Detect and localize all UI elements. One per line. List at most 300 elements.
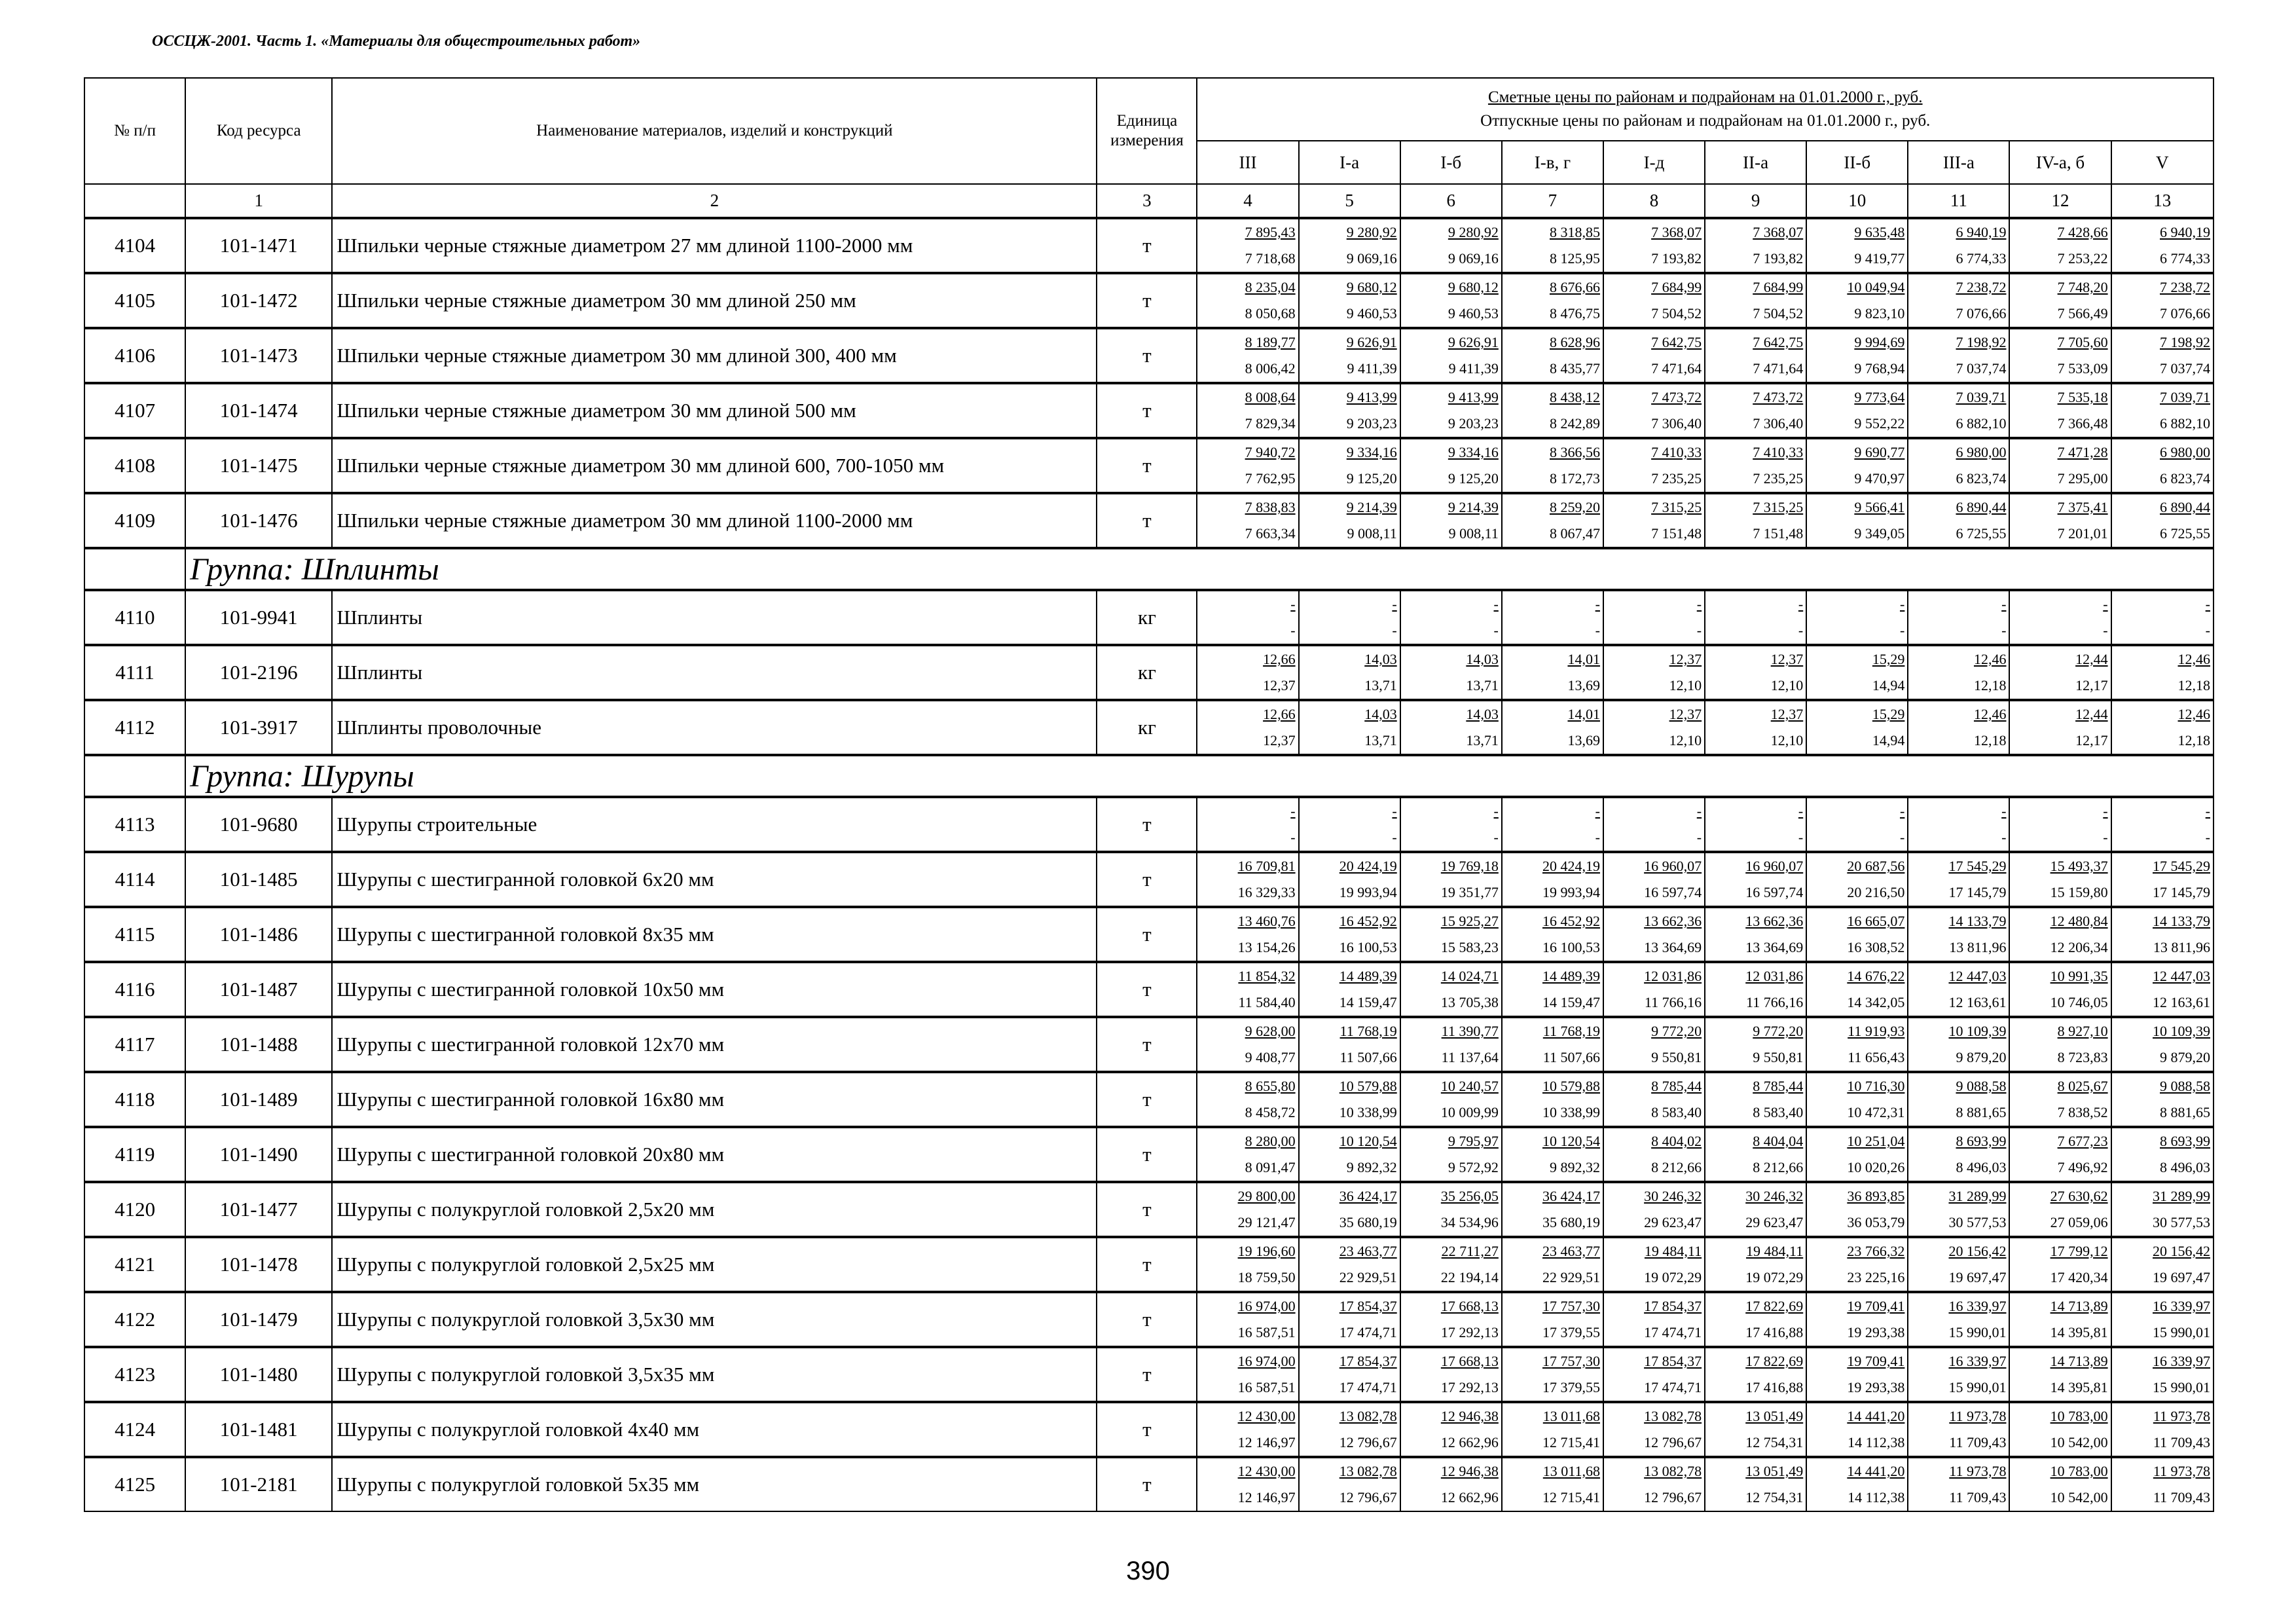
estimate-price: 14,03 [1466, 706, 1499, 722]
estimate-price: 11 919,93 [1848, 1023, 1905, 1039]
price-cell [1908, 700, 2009, 755]
group-spacer [84, 548, 185, 590]
release-price: - [1696, 829, 1702, 845]
estimate-price: 27 630,62 [2050, 1188, 2108, 1204]
region-header: I-б [1400, 141, 1502, 184]
release-price: 15 583,23 [1440, 939, 1499, 955]
price-cell [1806, 1017, 1908, 1072]
price-cell [2111, 273, 2214, 328]
region-header: II-а [1705, 141, 1806, 184]
release-price: - [1493, 829, 1499, 845]
release-price: 7 037,74 [1956, 360, 2007, 377]
estimate-price: 16 339,97 [2153, 1353, 2210, 1369]
estimate-price: 17 545,29 [2153, 858, 2210, 874]
release-price: 12,37 [1263, 732, 1296, 748]
price-cell [1299, 1127, 1400, 1182]
release-price: 7 566,49 [2057, 305, 2108, 322]
price-cell [1603, 218, 1705, 273]
release-price: 7 663,34 [1245, 525, 1296, 542]
item-name: Шпильки черные стяжные диаметром 30 мм длиной 500 мм [332, 383, 1097, 438]
estimate-price: 9 280,92 [1448, 224, 1499, 240]
estimate-price: 8 318,85 [1549, 224, 1600, 240]
release-price: - [1290, 829, 1296, 845]
item-name: Шплинты [332, 590, 1097, 645]
release-price: 13 154,26 [1237, 939, 1296, 955]
estimate-price: 17 854,37 [1644, 1353, 1702, 1369]
estimate-price: 9 413,99 [1448, 389, 1499, 405]
item-name: Шурупы строительные [332, 797, 1097, 852]
price-cell [1502, 1237, 1603, 1292]
estimate-price: 12,44 [2075, 651, 2108, 667]
release-price: 7 076,66 [2160, 305, 2210, 322]
estimate-price: 12 946,38 [1440, 1463, 1499, 1479]
release-price: - [1595, 622, 1600, 638]
estimate-price: 9 772,20 [1753, 1023, 1804, 1039]
price-cell [1705, 1127, 1806, 1182]
estimate-price: 6 890,44 [1956, 499, 2007, 515]
estimate-price: 9 635,48 [1854, 224, 1905, 240]
estimate-price: 19 484,11 [1746, 1243, 1804, 1259]
release-price: 11 709,43 [2153, 1434, 2210, 1450]
release-price: 7 366,48 [2057, 415, 2108, 432]
estimate-price: 7 368,07 [1651, 224, 1702, 240]
price-cell [1806, 438, 1908, 493]
table-row [84, 590, 2214, 645]
price-cell [1705, 1347, 1806, 1402]
estimate-price: 14,03 [1364, 651, 1397, 667]
estimate-price: 17 757,30 [1542, 1353, 1600, 1369]
resource-code: 101-1486 [185, 907, 332, 962]
release-price: 17 379,55 [1542, 1379, 1600, 1395]
estimate-price: 11 768,19 [1542, 1023, 1600, 1039]
unit-of-measure: т [1097, 907, 1197, 962]
release-price: - [2001, 829, 2007, 845]
price-cell [1705, 852, 1806, 907]
release-price: 12 163,61 [1948, 994, 2007, 1010]
item-name: Шурупы с шестигранной головкой 8х35 мм [332, 907, 1097, 962]
price-cell [1705, 590, 1806, 645]
release-price: 12,18 [1973, 677, 2007, 693]
estimate-price: 8 025,67 [2057, 1078, 2108, 1094]
release-price: 11 709,43 [1949, 1434, 2007, 1450]
release-price: 9 349,05 [1854, 525, 1905, 542]
estimate-price: 16 709,81 [1237, 858, 1296, 874]
release-price: - [2205, 622, 2210, 638]
estimate-price: 14 676,22 [1847, 968, 1905, 984]
price-cell [2111, 438, 2214, 493]
release-price: 29 623,47 [1644, 1214, 1702, 1230]
release-price: 8 583,40 [1753, 1104, 1804, 1120]
price-cell [1400, 590, 1502, 645]
item-number: 4120 [84, 1182, 185, 1237]
price-cell [2009, 1292, 2111, 1347]
release-price: 13,69 [1567, 677, 1600, 693]
price-cell [1400, 1292, 1502, 1347]
price-cell [1806, 1402, 1908, 1457]
price-cell [1197, 273, 1298, 328]
estimate-price: - [2103, 596, 2108, 612]
price-cell [1908, 1292, 2009, 1347]
item-number: 4115 [84, 907, 185, 962]
estimate-price: - [1900, 596, 1905, 612]
release-price: 17 292,13 [1440, 1379, 1499, 1395]
price-cell [1908, 590, 2009, 645]
estimate-price: 11 973,78 [1949, 1463, 2007, 1479]
price-cell [1908, 1072, 2009, 1127]
estimate-price: 13 082,78 [1339, 1463, 1397, 1479]
price-cell [1806, 328, 1908, 383]
estimate-price: 7 642,75 [1753, 334, 1804, 350]
table-row [84, 1347, 2214, 1402]
price-cell [2111, 383, 2214, 438]
release-price: 17 474,71 [1339, 1324, 1397, 1340]
release-price: 7 306,40 [1753, 415, 1804, 432]
item-number: 4104 [84, 218, 185, 273]
resource-code: 101-1485 [185, 852, 332, 907]
release-price: 17 379,55 [1542, 1324, 1600, 1340]
item-name: Шурупы с полукруглой головкой 2,5х25 мм [332, 1237, 1097, 1292]
release-price: 6 882,10 [2160, 415, 2210, 432]
price-cell [1908, 1457, 2009, 1511]
release-price: 7 533,09 [2057, 360, 2108, 377]
estimate-price: 19 769,18 [1440, 858, 1499, 874]
release-price: 17 474,71 [1339, 1379, 1397, 1395]
estimate-price: 12 430,00 [1237, 1463, 1296, 1479]
release-price: 14 159,47 [1339, 994, 1397, 1010]
table-row [84, 1292, 2214, 1347]
price-cell [1806, 700, 1908, 755]
release-price: 9 460,53 [1346, 305, 1397, 322]
estimate-price: - [1290, 803, 1296, 819]
price-cell [1603, 962, 1705, 1017]
estimate-price: 13 011,68 [1542, 1463, 1600, 1479]
price-cell [1908, 328, 2009, 383]
release-price: 14 342,05 [1847, 994, 1905, 1010]
resource-code: 101-1480 [185, 1347, 332, 1402]
release-price: 12,17 [2075, 732, 2108, 748]
release-price: 19 351,77 [1440, 884, 1499, 900]
resource-code: 101-1479 [185, 1292, 332, 1347]
item-name: Шурупы с полукруглой головкой 5х35 мм [332, 1457, 1097, 1511]
resource-code: 101-1490 [185, 1127, 332, 1182]
release-price: 6 774,33 [2160, 250, 2210, 267]
release-price: 11 584,40 [1238, 994, 1296, 1010]
release-price: 9 419,77 [1854, 250, 1905, 267]
release-price: 10 338,99 [1542, 1104, 1600, 1120]
release-price: 12 662,96 [1440, 1434, 1499, 1450]
price-cell [1603, 590, 1705, 645]
release-price: 9 823,10 [1854, 305, 1905, 322]
price-cell [2111, 1402, 2214, 1457]
estimate-price: 16 960,07 [1745, 858, 1804, 874]
column-number: 8 [1603, 184, 1705, 218]
price-cell [1502, 1402, 1603, 1457]
price-cell [1806, 590, 1908, 645]
group-row [84, 548, 2214, 590]
column-number: 3 [1097, 184, 1197, 218]
estimate-price: 8 189,77 [1245, 334, 1296, 350]
unit-of-measure: т [1097, 1072, 1197, 1127]
price-cell [1400, 852, 1502, 907]
release-price: 12,10 [1669, 677, 1702, 693]
estimate-price: 12 447,03 [2153, 968, 2210, 984]
release-price: 8 458,72 [1245, 1104, 1296, 1120]
release-price: 13,71 [1364, 732, 1397, 748]
release-price: 9 892,32 [1549, 1159, 1600, 1175]
estimate-price: 10 240,57 [1440, 1078, 1499, 1094]
release-price: 12,10 [1669, 732, 1702, 748]
estimate-price: 20 424,19 [1339, 858, 1397, 874]
price-cell [1299, 1292, 1400, 1347]
estimate-price: 7 473,72 [1651, 389, 1702, 405]
estimate-price: 12,37 [1669, 651, 1702, 667]
unit-of-measure: т [1097, 1292, 1197, 1347]
column-number: 9 [1705, 184, 1806, 218]
release-price: 13 705,38 [1440, 994, 1499, 1010]
release-price: 14 395,81 [2050, 1379, 2108, 1395]
estimate-price: 13 662,36 [1745, 913, 1804, 929]
table-row [84, 1017, 2214, 1072]
estimate-price: 10 049,94 [1847, 279, 1905, 295]
price-cell [1197, 1347, 1298, 1402]
price-cell [1400, 1457, 1502, 1511]
release-price: 8 242,89 [1549, 415, 1600, 432]
price-cell [1806, 1127, 1908, 1182]
price-cell [1603, 700, 1705, 755]
price-cell [1299, 1457, 1400, 1511]
price-cell [1603, 1127, 1705, 1182]
price-cell [2009, 852, 2111, 907]
release-price: 9 768,94 [1854, 360, 1905, 377]
release-price: 8 212,66 [1753, 1159, 1804, 1175]
price-cell [1603, 1292, 1705, 1347]
price-cell [1197, 1017, 1298, 1072]
unit-of-measure: кг [1097, 645, 1197, 700]
unit-of-measure: т [1097, 218, 1197, 273]
release-price: 9 879,20 [2160, 1049, 2210, 1065]
release-price: 7 193,82 [1753, 250, 1804, 267]
estimate-price: 7 428,66 [2057, 224, 2108, 240]
estimate-price: 16 339,97 [1948, 1353, 2007, 1369]
release-price: 15 159,80 [2050, 884, 2108, 900]
estimate-price: 20 687,56 [1847, 858, 1905, 874]
estimate-price: 13 011,68 [1542, 1408, 1600, 1424]
estimate-price: 17 822,69 [1745, 1298, 1804, 1314]
release-price: 12,10 [1770, 677, 1804, 693]
price-cell [1197, 645, 1298, 700]
release-price: 7 151,48 [1753, 525, 1804, 542]
estimate-price: 12,46 [2178, 651, 2210, 667]
price-cell [1502, 797, 1603, 852]
price-cell [2111, 645, 2214, 700]
item-name: Шурупы с полукруглой головкой 4х40 мм [332, 1402, 1097, 1457]
resource-code: 101-1473 [185, 328, 332, 383]
estimate-price: 9 690,77 [1854, 444, 1905, 460]
estimate-price: 9 795,97 [1448, 1133, 1499, 1149]
release-price: 19 697,47 [1948, 1269, 2007, 1285]
release-price: 13 811,96 [2153, 939, 2210, 955]
table-row [84, 1182, 2214, 1237]
item-name: Шурупы с шестигранной головкой 6х20 мм [332, 852, 1097, 907]
price-cell [2111, 1237, 2214, 1292]
price-cell [1705, 1072, 1806, 1127]
estimate-price: 19 709,41 [1847, 1298, 1905, 1314]
price-cell [2009, 328, 2111, 383]
price-cell [2111, 1292, 2214, 1347]
unit-of-measure: т [1097, 328, 1197, 383]
release-price: 9 008,11 [1448, 525, 1499, 542]
estimate-price: 10 579,88 [1542, 1078, 1600, 1094]
estimate-price: 12 031,86 [1745, 968, 1804, 984]
release-price: 12 796,67 [1339, 1489, 1397, 1505]
estimate-price: 19 196,60 [1237, 1243, 1296, 1259]
price-cell [2009, 1182, 2111, 1237]
release-price: 9 470,97 [1854, 470, 1905, 487]
price-cell [1400, 438, 1502, 493]
release-price: 15 990,01 [1948, 1379, 2007, 1395]
release-price: 7 471,64 [1651, 360, 1702, 377]
col-header-prices [1197, 78, 2214, 141]
unit-of-measure: т [1097, 1347, 1197, 1402]
release-price: 18 759,50 [1237, 1269, 1296, 1285]
estimate-price: 13 051,49 [1745, 1463, 1804, 1479]
price-cell [1400, 797, 1502, 852]
release-price: - [2103, 829, 2108, 845]
release-price: 9 879,20 [1956, 1049, 2007, 1065]
estimate-price: 8 927,10 [2057, 1023, 2108, 1039]
item-number: 4116 [84, 962, 185, 1017]
estimate-price: 14 489,39 [1542, 968, 1600, 984]
estimate-price: 15 925,27 [1440, 913, 1499, 929]
resource-code: 101-1481 [185, 1402, 332, 1457]
release-price: 12 163,61 [2153, 994, 2210, 1010]
column-number: 11 [1908, 184, 2009, 218]
price-cell [1603, 1402, 1705, 1457]
price-cell [2111, 1347, 2214, 1402]
estimate-price: 9 772,20 [1651, 1023, 1702, 1039]
estimate-price: 14 441,20 [1847, 1463, 1905, 1479]
price-cell [1299, 273, 1400, 328]
item-number: 4118 [84, 1072, 185, 1127]
price-cell [1705, 493, 1806, 548]
estimate-price: 17 822,69 [1745, 1353, 1804, 1369]
item-name: Шурупы с полукруглой головкой 3,5х30 мм [332, 1292, 1097, 1347]
release-price: 9 460,53 [1448, 305, 1499, 322]
resource-code: 101-9941 [185, 590, 332, 645]
price-cell [1908, 1402, 2009, 1457]
estimate-price: 7 471,28 [2057, 444, 2108, 460]
price-cell [1197, 962, 1298, 1017]
estimate-price: 9 280,92 [1346, 224, 1397, 240]
price-cell [1197, 218, 1298, 273]
release-price: - [1696, 622, 1702, 638]
price-cell [1603, 438, 1705, 493]
release-price: 13,69 [1567, 732, 1600, 748]
table-row [84, 645, 2214, 700]
region-header: I-в, г [1502, 141, 1603, 184]
price-cell [1603, 328, 1705, 383]
table-row [84, 700, 2214, 755]
estimate-price: 6 940,19 [2160, 224, 2210, 240]
estimate-price: 17 545,29 [1948, 858, 2007, 874]
price-cell [1502, 218, 1603, 273]
price-cell [2009, 1347, 2111, 1402]
price-cell [2009, 1127, 2111, 1182]
price-cell [1603, 1237, 1705, 1292]
estimate-price: 12,46 [2178, 706, 2210, 722]
estimate-price: 10 251,04 [1847, 1133, 1905, 1149]
price-cell [1705, 1182, 1806, 1237]
price-cell [1603, 1182, 1705, 1237]
estimate-price: 36 424,17 [1339, 1188, 1397, 1204]
resource-code: 101-1475 [185, 438, 332, 493]
price-cell [1197, 328, 1298, 383]
release-price: - [1493, 622, 1499, 638]
release-price: 8 496,03 [1956, 1159, 2007, 1175]
price-cell [1806, 962, 1908, 1017]
release-price: 15 990,01 [2153, 1324, 2210, 1340]
release-price: 8 212,66 [1651, 1159, 1702, 1175]
release-price: 17 145,79 [2153, 884, 2210, 900]
release-price: 12 796,67 [1644, 1434, 1702, 1450]
release-price: 7 201,01 [2057, 525, 2108, 542]
price-cell [1197, 852, 1298, 907]
price-cell [1400, 218, 1502, 273]
price-cell [1705, 218, 1806, 273]
release-price: 10 472,31 [1847, 1104, 1905, 1120]
release-price: 12,18 [2178, 732, 2210, 748]
release-price: 7 829,34 [1245, 415, 1296, 432]
estimate-price: 8 785,44 [1753, 1078, 1804, 1094]
resource-code: 101-2181 [185, 1457, 332, 1511]
price-cell [1197, 438, 1298, 493]
price-cell [1400, 700, 1502, 755]
release-price: 12 754,31 [1745, 1489, 1804, 1505]
table-row [84, 493, 2214, 548]
unit-of-measure: т [1097, 1237, 1197, 1292]
estimate-price: 11 973,78 [1949, 1408, 2007, 1424]
release-price: 16 308,52 [1847, 939, 1905, 955]
price-cell [1603, 383, 1705, 438]
release-price: 8 172,73 [1549, 470, 1600, 487]
column-number: 4 [1197, 184, 1298, 218]
estimate-price: 20 156,42 [1948, 1243, 2007, 1259]
release-price: 17 474,71 [1644, 1379, 1702, 1395]
estimate-price: 13 082,78 [1644, 1408, 1702, 1424]
col-header-code: Код ресурса [185, 78, 332, 184]
estimate-price: 23 463,77 [1542, 1243, 1600, 1259]
price-cell [1603, 645, 1705, 700]
estimate-price: 10 109,39 [1948, 1023, 2007, 1039]
item-number: 4125 [84, 1457, 185, 1511]
estimate-price: - [2205, 596, 2210, 612]
item-number: 4113 [84, 797, 185, 852]
price-cell [1502, 645, 1603, 700]
table-row [84, 328, 2214, 383]
unit-of-measure: т [1097, 493, 1197, 548]
estimate-price: 22 711,27 [1441, 1243, 1499, 1259]
estimate-price: 8 438,12 [1549, 389, 1600, 405]
unit-of-measure: т [1097, 1457, 1197, 1511]
release-price: 19 993,94 [1339, 884, 1397, 900]
release-price: 14 159,47 [1542, 994, 1600, 1010]
release-price: 11 766,16 [1746, 994, 1804, 1010]
release-price: 6 823,74 [1956, 470, 2007, 487]
price-cell [1400, 273, 1502, 328]
estimate-price: 11 768,19 [1339, 1023, 1397, 1039]
estimate-price: - [1392, 596, 1397, 612]
estimate-price: 9 088,58 [1956, 1078, 2007, 1094]
